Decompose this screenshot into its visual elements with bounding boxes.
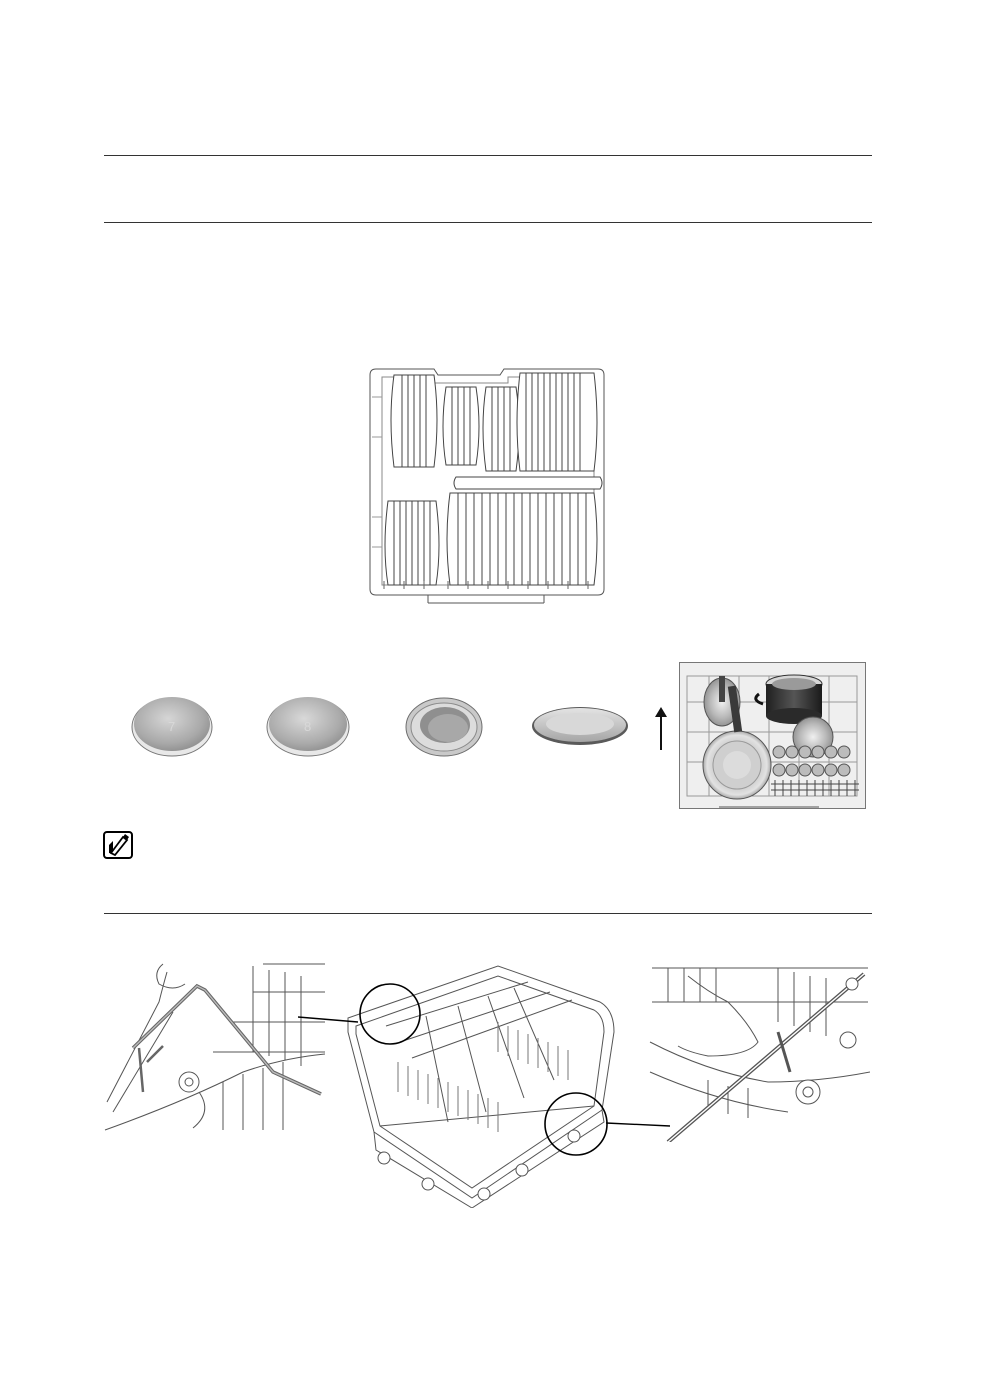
note-pencil-icon <box>103 831 133 859</box>
plate-icon-dessert-plate <box>265 693 351 759</box>
section-rule-top <box>104 155 872 156</box>
lower-rack-perspective-diagram <box>338 962 630 1208</box>
section-rule-header-bottom <box>104 222 872 223</box>
arrow-up-icon <box>653 705 669 751</box>
pots-and-pans-loading-image <box>679 662 866 809</box>
plate-icon-dinner-plate <box>130 693 214 759</box>
plate-number-7: 7 <box>168 719 176 734</box>
callout-connector-left <box>298 1010 358 1024</box>
plate-number-8: 8 <box>304 719 312 734</box>
rack-handle-closeup-left <box>103 962 325 1132</box>
lower-rack-top-view-diagram <box>368 367 606 604</box>
plate-icon-oval-platter <box>530 705 630 747</box>
rack-wheel-closeup-right <box>648 962 870 1142</box>
plate-icon-soup-bowl <box>404 694 484 758</box>
section-rule-middle <box>104 913 872 914</box>
